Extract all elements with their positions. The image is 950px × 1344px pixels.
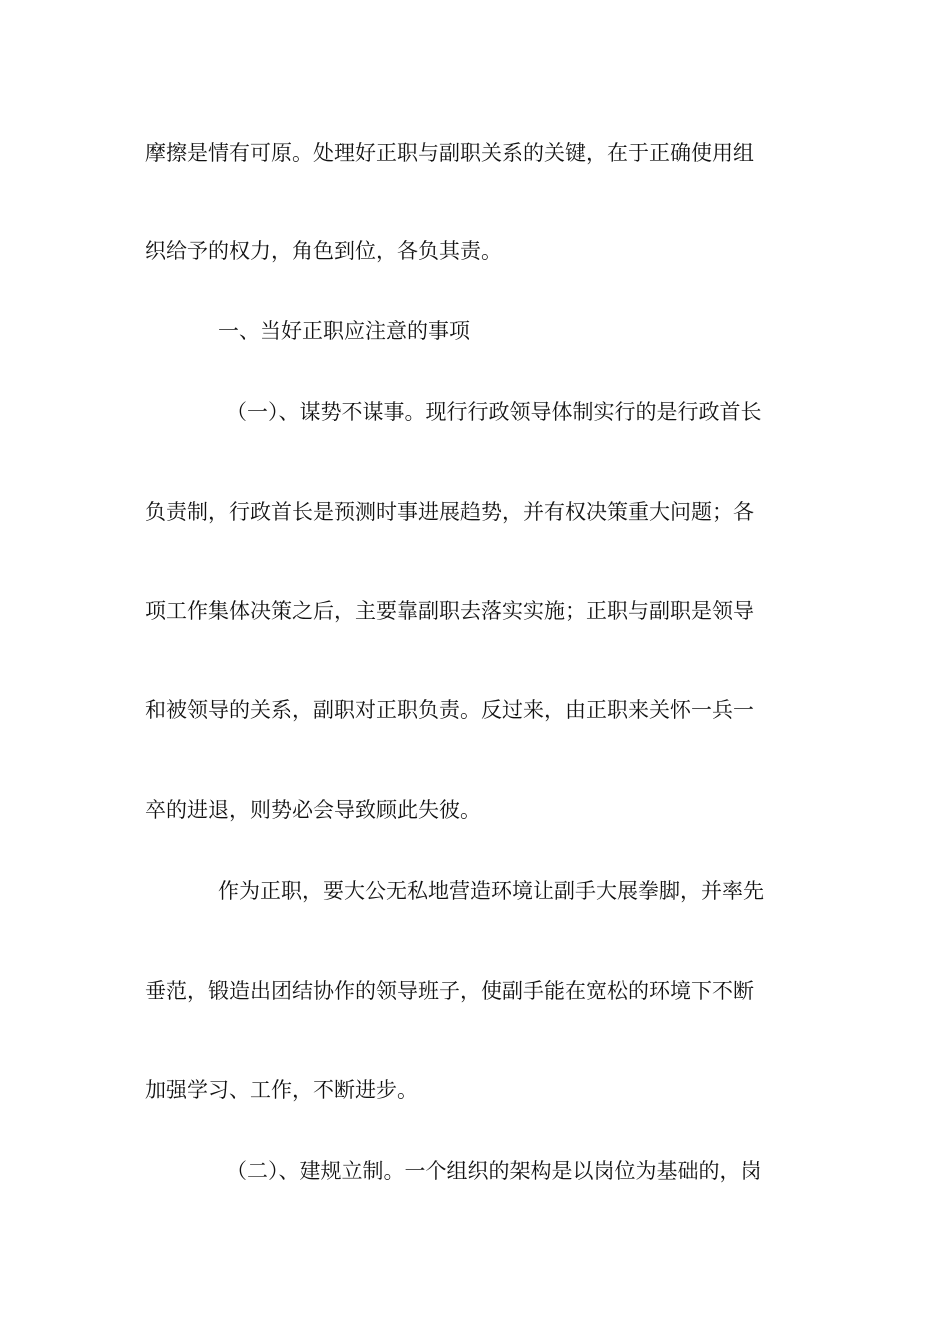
subsection-heading-line: （二）、建规立制。一个组织的架构是以岗位为基础的，岗 xyxy=(226,1159,762,1183)
paragraph-line: 加强学习、工作，不断进步。 xyxy=(145,1078,418,1102)
paragraph-line: 和被领导的关系，副职对正职负责。反过来，由正职来关怀一兵一 xyxy=(145,698,754,722)
paragraph-line: 织给予的权力，角色到位，各负其责。 xyxy=(145,239,502,263)
paragraph-line: 项工作集体决策之后，主要靠副职去落实实施；正职与副职是领导 xyxy=(145,599,754,623)
paragraph-line: 作为正职，要大公无私地营造环境让副手大展拳脚，并率先 xyxy=(218,879,764,903)
paragraph-line: 垂范，锻造出团结协作的领导班子，使副手能在宽松的环境下不断 xyxy=(145,979,754,1003)
paragraph-line: 卒的进退，则势必会导致顾此失彼。 xyxy=(145,798,481,822)
subsection-heading-line: （一）、谋势不谋事。现行行政领导体制实行的是行政首长 xyxy=(226,400,762,424)
paragraph-line: 摩擦是情有可原。处理好正职与副职关系的关键，在于正确使用组 xyxy=(145,141,754,165)
section-heading: 一、当好正职应注意的事项 xyxy=(218,319,470,343)
paragraph-line: 负责制，行政首长是预测时事进展趋势，并有权决策重大问题；各 xyxy=(145,500,754,524)
